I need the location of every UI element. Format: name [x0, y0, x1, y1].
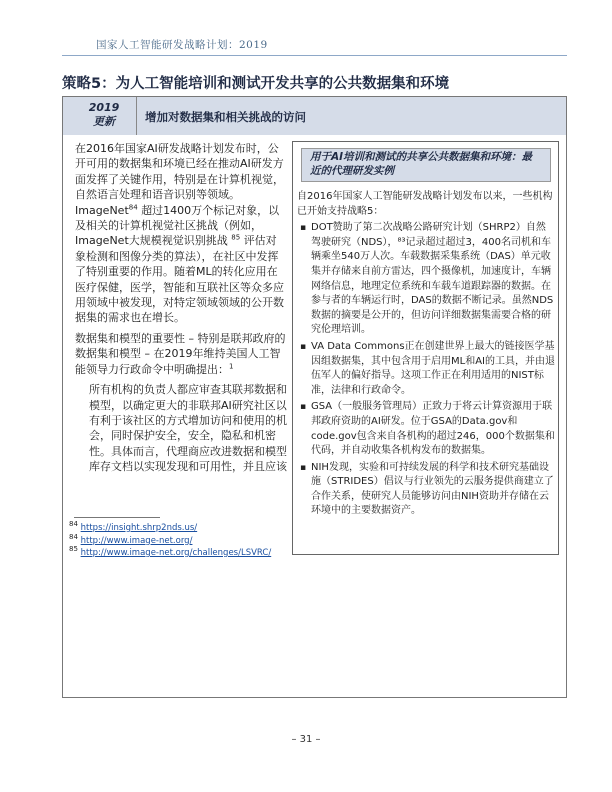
banner-divider: [136, 97, 137, 135]
footnotes: [69, 522, 271, 560]
banner-update: 更新: [93, 115, 115, 128]
footnote-ref-84: 84: [128, 202, 138, 211]
update-banner: [63, 97, 566, 135]
document-header-title: 国家人工智能研发战略计划：2019: [96, 39, 268, 51]
footnote-link[interactable]: http://www.image-net.org/challenges/LSVRC/: [80, 548, 272, 558]
footnote-item: [69, 522, 271, 535]
banner-year: 2019: [88, 101, 120, 114]
footnote-ref-85: 85: [231, 233, 241, 242]
paragraph-1-part-a: 在2016年国家AI研发战略计划发布时，公开可用的数据集和环境已经在推动AI研发方面发挥了关键作用，特别是在计算机视觉，自然语言处理和语音识别等领域。ImageNet: [75, 142, 284, 217]
sidebar-intro: 自2016年国家人工智能研发战略计划发布以来，一些机构已开始支持战略5：: [297, 191, 553, 217]
sidebar-body: [297, 190, 555, 521]
section-title: 策略5：为人工智能培训和测试开发共享的公共数据集和环境: [62, 76, 450, 92]
footnote-item: [69, 547, 271, 560]
footnote-link[interactable]: https://insight.shrp2nds.us/: [80, 523, 198, 533]
sidebar-list-item: ▪ GSA（一般服务管理局）正致力于将云计算资源用于联邦政府资助的AI研发。位于GSA的Data.gov和code.gov包含来自各机构的超过246，000个数据集和代码，并自动收集各机构发布的数据集。: [311, 400, 555, 458]
page-number: – 31 –: [291, 734, 321, 745]
sidebar-list-item: ▪ DOT赞助了第二次战略公路研究计划（SHRP2）自然驾驶研究（NDS），⁸³记录超过超过3，400名司机和车辆乘坐540万人次。车载数据采集系统（DAS）单元收集并存储来自前方雷达，四个摄像机，加速度计，车辆网络信息，地理定位系统和车载车道跟踪器的数据。在参与者的车辆运行时，DAS的数据不断记录。虽然NDS数据的摘要是公开的，但访问详细数据集需要合格的研究伦理培训。: [311, 221, 555, 338]
paragraph-1-part-c: 评估对象检测和图像分类的算法），在社区中发挥了特别重要的作用。随着ML的转化应用在医疗保健，医学，智能和互联社区等众多应用领域中被发现，对特定领域领域的公开数据集的需求也在增长。: [75, 234, 284, 325]
header-rule: [62, 55, 567, 56]
footnote-rule: [74, 517, 160, 518]
sidebar-list-item: ▪ VA Data Commons正在创建世界上最大的链接医学基因组数据集，其中包含用于启用ML和AI的工具，并由退伍军人的偏好指导。这项工作正在利用适用的NIST标准，法律和行政命令。: [311, 340, 555, 398]
left-column: [75, 141, 287, 480]
footnote-number: 84: [69, 520, 78, 529]
footnote-number: 84: [69, 532, 78, 541]
content-frame: [62, 96, 567, 698]
banner-label: [79, 101, 129, 129]
paragraph-2: [75, 331, 287, 377]
footnote-ref-1: 1: [229, 362, 234, 371]
paragraph-2-text: 数据集和模型的重要性 – 特别是联邦政府的数据集和模型 – 在2019年维持美国人工智能领导力行政命令中明确提出：: [75, 331, 286, 376]
footnote-item: [69, 532, 271, 548]
footnote-link[interactable]: http://www.image-net.org/: [80, 535, 193, 546]
sidebar-box: [292, 141, 559, 555]
sidebar-list: [297, 221, 555, 519]
paragraph-1-part-b: 超过1400万个标记对象，以及相关的计算机视觉社区挑战（例如，ImageNet大规模视觉识别挑战: [75, 203, 280, 248]
sidebar-title: 用于AI培训和测试的共享公共数据集和环境：最近的代理研发实例: [301, 148, 551, 182]
footnote-number: 85: [69, 545, 78, 554]
banner-heading: 增加对数据集和相关挑战的访问: [145, 110, 306, 124]
quote-paragraph: 所有机构的负责人都应审查其联邦数据和模型，以确定更大的非联邦AI研究社区以有利于该社区的方式增加访问和使用的机会，同时保护安全，安全，隐私和机密性。具体而言，代理商应改进数据和模型库存文档以实现发现和可用性，并且应该: [89, 383, 287, 474]
sidebar-list-item: ▪ NIH发现，实验和可持续发展的科学和技术研究基础设施（STRIDES）倡议与行业领先的云服务提供商建立了合作关系，使研究人员能够访问由NIH资助并存储在云环境中的主要数据资产。: [311, 461, 555, 519]
paragraph-1: [75, 141, 287, 326]
